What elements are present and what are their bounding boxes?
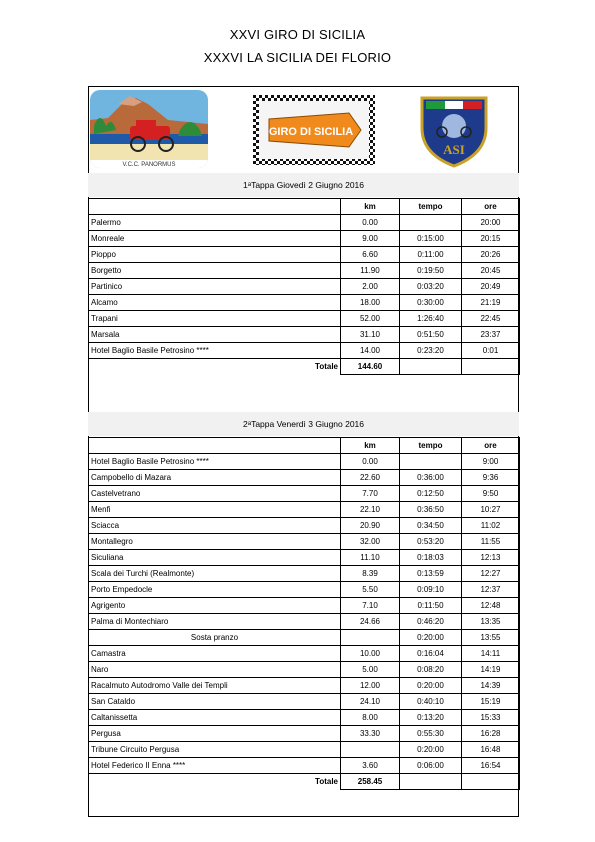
stage-1-header (88, 173, 519, 197)
place-cell: Marsala (89, 327, 341, 343)
place-cell: Hotel Baglio Basile Petrosino **** (89, 454, 341, 470)
header-tempo: tempo (400, 199, 462, 215)
tempo-cell: 0:30:00 (400, 295, 462, 311)
ore-cell: 0:01 (462, 343, 520, 359)
header-km: km (341, 438, 400, 454)
km-cell: 24.66 (341, 614, 400, 630)
table-row (89, 279, 520, 295)
ore-cell: 16:28 (462, 726, 520, 742)
table-row (89, 678, 520, 694)
place-cell: Montallegro (89, 534, 341, 550)
km-cell: 9.00 (341, 231, 400, 247)
ore-cell: 11:55 (462, 534, 520, 550)
table-row (89, 343, 520, 359)
table-row (89, 646, 520, 662)
total-km: 258.45 (341, 774, 400, 790)
tempo-cell: 0:23:20 (400, 343, 462, 359)
place-cell: Agrigento (89, 598, 341, 614)
km-cell: 22.60 (341, 470, 400, 486)
total-tempo (400, 774, 462, 790)
place-cell: Pioppo (89, 247, 341, 263)
tempo-cell: 0:36:50 (400, 502, 462, 518)
km-cell (341, 742, 400, 758)
total-label: Totale (89, 359, 341, 375)
tempo-cell: 0:11:00 (400, 247, 462, 263)
table-row (89, 247, 520, 263)
vcc-panormus-logo (90, 90, 208, 168)
place-cell: Borgetto (89, 263, 341, 279)
tempo-cell: 0:19:50 (400, 263, 462, 279)
km-cell: 32.00 (341, 534, 400, 550)
tempo-cell: 0:55:30 (400, 726, 462, 742)
ore-cell: 20:26 (462, 247, 520, 263)
table-row (89, 550, 520, 566)
ore-cell: 13:35 (462, 614, 520, 630)
ore-cell: 16:54 (462, 758, 520, 774)
svg-text:ASI: ASI (443, 142, 465, 157)
stage-2-title: Tappa Venerdì 3 Giugno 2016 (251, 419, 365, 429)
km-cell: 24.10 (341, 694, 400, 710)
table-row (89, 534, 520, 550)
total-tempo (400, 359, 462, 375)
table-row (89, 742, 520, 758)
km-cell: 31.10 (341, 327, 400, 343)
tempo-cell: 0:09:10 (400, 582, 462, 598)
ore-cell: 15:19 (462, 694, 520, 710)
asi-shield-logo (418, 92, 490, 168)
km-cell: 10.00 (341, 646, 400, 662)
table-row (89, 231, 520, 247)
ore-cell: 16:48 (462, 742, 520, 758)
table-row (89, 295, 520, 311)
ore-cell: 9:50 (462, 486, 520, 502)
svg-text:V.C.C. PANORMUS: V.C.C. PANORMUS (122, 162, 176, 168)
place-cell: Campobello di Mazara (89, 470, 341, 486)
header-place (89, 438, 341, 454)
table-row (89, 726, 520, 742)
tempo-cell: 0:46:20 (400, 614, 462, 630)
tempo-cell: 0:51:50 (400, 327, 462, 343)
ore-cell: 11:02 (462, 518, 520, 534)
total-ore (462, 774, 520, 790)
ore-cell: 14:19 (462, 662, 520, 678)
ore-cell: 14:11 (462, 646, 520, 662)
header-ore: ore (462, 199, 520, 215)
ore-cell: 13:55 (462, 630, 520, 646)
km-cell: 2.00 (341, 279, 400, 295)
ore-cell: 20:49 (462, 279, 520, 295)
tempo-cell: 0:36:00 (400, 470, 462, 486)
place-cell: Alcamo (89, 295, 341, 311)
table-row (89, 630, 520, 646)
tempo-cell: 0:15:00 (400, 231, 462, 247)
table-row (89, 710, 520, 726)
tempo-cell: 0:13:20 (400, 710, 462, 726)
tempo-cell: 0:40:10 (400, 694, 462, 710)
km-cell: 6.60 (341, 247, 400, 263)
km-cell: 22.10 (341, 502, 400, 518)
stage-1-sup: a (247, 182, 252, 188)
table-row (89, 486, 520, 502)
km-cell: 5.00 (341, 662, 400, 678)
km-cell: 8.00 (341, 710, 400, 726)
table-row (89, 263, 520, 279)
table-row (89, 582, 520, 598)
ore-cell: 14:39 (462, 678, 520, 694)
ore-cell: 20:15 (462, 231, 520, 247)
table-row (89, 470, 520, 486)
table-row (89, 566, 520, 582)
km-cell: 8.39 (341, 566, 400, 582)
total-row (89, 359, 520, 375)
place-cell: Porto Empedocle (89, 582, 341, 598)
tempo-cell: 0:18:03 (400, 550, 462, 566)
tempo-cell: 0:20:00 (400, 742, 462, 758)
total-label: Totale (89, 774, 341, 790)
logo-bar (88, 86, 519, 172)
header-km: km (341, 199, 400, 215)
km-cell (341, 630, 400, 646)
stage-2-sup: a (247, 421, 252, 427)
tempo-cell: 0:11:50 (400, 598, 462, 614)
place-cell: Caltanissetta (89, 710, 341, 726)
header-row (89, 199, 520, 215)
header-place (89, 199, 341, 215)
stage-2-header (88, 412, 519, 436)
tempo-cell: 0:12:50 (400, 486, 462, 502)
km-cell: 11.10 (341, 550, 400, 566)
ore-cell: 23:37 (462, 327, 520, 343)
ore-cell: 12:27 (462, 566, 520, 582)
table-row (89, 518, 520, 534)
km-cell: 7.10 (341, 598, 400, 614)
tempo-cell: 0:20:00 (400, 678, 462, 694)
place-cell: Pergusa (89, 726, 341, 742)
ore-cell: 9:36 (462, 470, 520, 486)
place-cell: Palermo (89, 215, 341, 231)
total-km: 144.60 (341, 359, 400, 375)
km-cell: 3.60 (341, 758, 400, 774)
header-ore: ore (462, 438, 520, 454)
tempo-cell: 0:34:50 (400, 518, 462, 534)
km-cell: 20.90 (341, 518, 400, 534)
ore-cell: 12:13 (462, 550, 520, 566)
km-cell: 18.00 (341, 295, 400, 311)
km-cell: 5.50 (341, 582, 400, 598)
header-tempo: tempo (400, 438, 462, 454)
ore-cell: 15:33 (462, 710, 520, 726)
place-cell: Partinico (89, 279, 341, 295)
ore-cell: 20:00 (462, 215, 520, 231)
table-row (89, 327, 520, 343)
tempo-cell (400, 215, 462, 231)
document-title: XXVI GIRO DI SICILIA (229, 27, 366, 42)
km-cell: 52.00 (341, 311, 400, 327)
tempo-cell: 0:03:20 (400, 279, 462, 295)
total-row (89, 774, 520, 790)
ore-cell: 10:27 (462, 502, 520, 518)
km-cell: 0.00 (341, 215, 400, 231)
ore-cell: 21:19 (462, 295, 520, 311)
place-cell: Sciacca (89, 518, 341, 534)
km-cell: 11.90 (341, 263, 400, 279)
place-cell: Trapani (89, 311, 341, 327)
km-cell: 0.00 (341, 454, 400, 470)
stage-1-number: 1 (242, 180, 248, 190)
table-row (89, 614, 520, 630)
total-ore (462, 359, 520, 375)
table-row (89, 694, 520, 710)
place-cell: Palma di Montechiaro (89, 614, 341, 630)
place-cell: Siculiana (89, 550, 341, 566)
place-cell: Menfi (89, 502, 341, 518)
tempo-cell: 0:16:04 (400, 646, 462, 662)
tempo-cell: 1:26:40 (400, 311, 462, 327)
place-cell: Monreale (89, 231, 341, 247)
place-cell: Scala dei Turchi (Realmonte) (89, 566, 341, 582)
ore-cell: 22:45 (462, 311, 520, 327)
place-cell: Camastra (89, 646, 341, 662)
km-cell: 14.00 (341, 343, 400, 359)
km-cell: 33.30 (341, 726, 400, 742)
svg-text:GIRO DI SICILIA: GIRO DI SICILIA (268, 126, 354, 138)
table-row (89, 758, 520, 774)
place-cell: Naro (89, 662, 341, 678)
ore-cell: 12:48 (462, 598, 520, 614)
place-cell: Sosta pranzo (89, 630, 341, 646)
stage-2-number: 2 (242, 419, 248, 429)
ore-cell: 12:37 (462, 582, 520, 598)
place-cell: Castelvetrano (89, 486, 341, 502)
table-row (89, 662, 520, 678)
place-cell: Hotel Federico II Enna **** (89, 758, 341, 774)
table-row (89, 598, 520, 614)
tempo-cell: 0:06:00 (400, 758, 462, 774)
table-row (89, 502, 520, 518)
place-cell: San Cataldo (89, 694, 341, 710)
place-cell: Hotel Baglio Basile Petrosino **** (89, 343, 341, 359)
stage-2-table (88, 437, 520, 790)
table-row (89, 215, 520, 231)
ore-cell: 9:00 (462, 454, 520, 470)
tempo-cell: 0:08:20 (400, 662, 462, 678)
table-row (89, 454, 520, 470)
tempo-cell: 0:20:00 (400, 630, 462, 646)
document-subtitle: XXXVI LA SICILIA DEI FLORIO (203, 50, 392, 65)
stage-1-title: Tappa Giovedì 2 Giugno 2016 (251, 180, 365, 190)
place-cell: Racalmuto Autodromo Valle dei Templi (89, 678, 341, 694)
tempo-cell: 0:53:20 (400, 534, 462, 550)
ore-cell: 20:45 (462, 263, 520, 279)
giro-di-sicilia-logo (253, 95, 375, 165)
km-cell: 7.70 (341, 486, 400, 502)
header-row (89, 438, 520, 454)
stage-1-table (88, 198, 520, 375)
tempo-cell: 0:13:59 (400, 566, 462, 582)
table-row (89, 311, 520, 327)
km-cell: 12.00 (341, 678, 400, 694)
place-cell: Tribune Circuito Pergusa (89, 742, 341, 758)
tempo-cell (400, 454, 462, 470)
